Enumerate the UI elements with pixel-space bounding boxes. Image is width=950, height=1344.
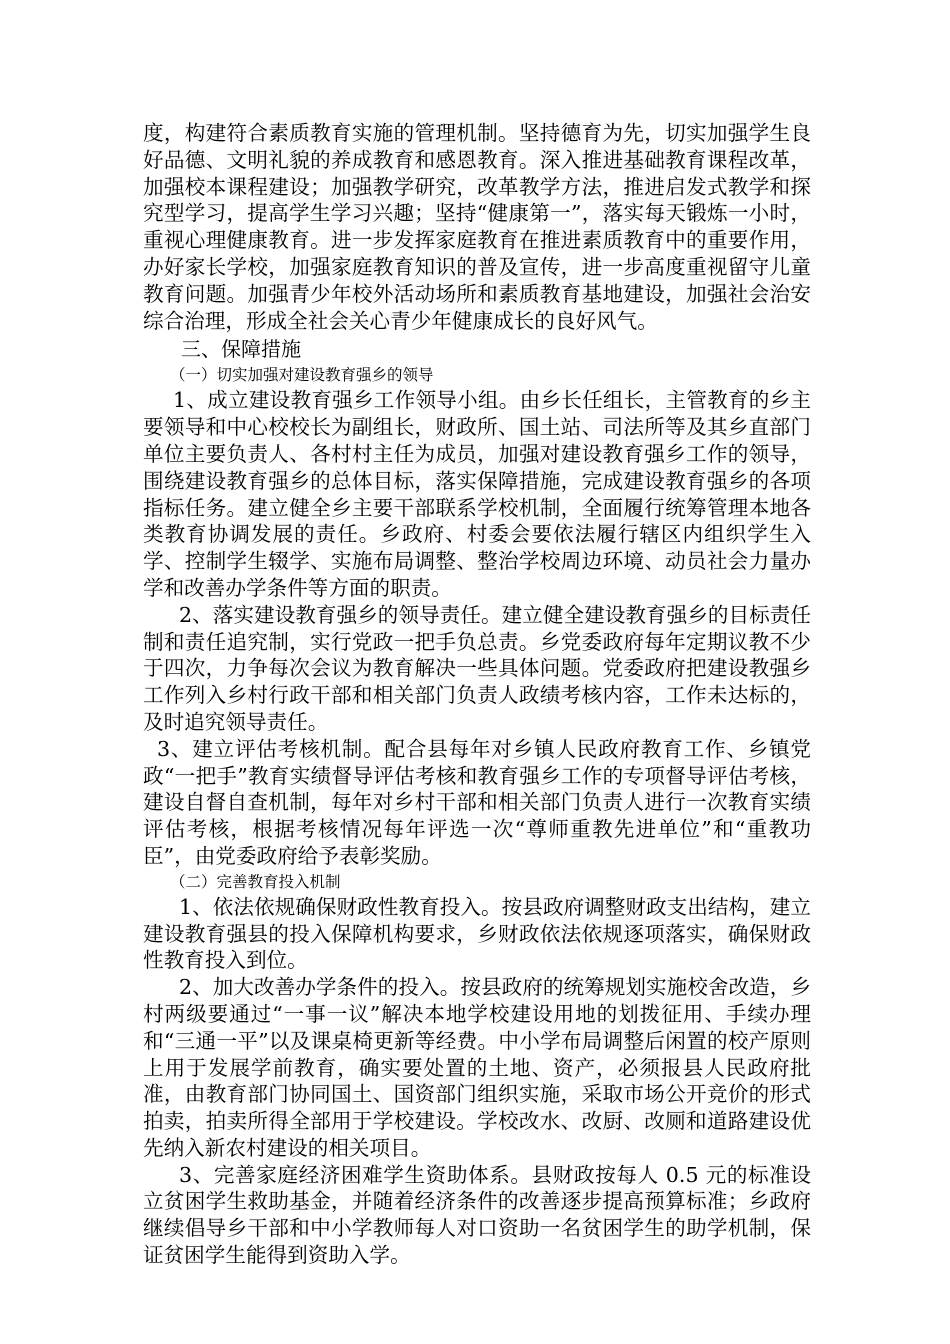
section-heading-3: 三、保障措施: [181, 337, 301, 362]
paragraph-intro: 度，构建符合素质教育实施的管理机制。坚持德育为先，切实加强学生良好品德、文明礼貌的养成教育和感恩教育。深入推进基础教育课程改革，加强校本课程建设；加强教学研究，改革教学方法，推进启发式教学和探究型学习，提高学生学习兴趣；坚持“健康第一”，落实每天锻炼一小时，重视心理健康教育。进一步发挥家庭教育在推进素质教育中的重要作用，办好家长学校，加强家庭教育知识的普及宣传，进一步高度重视留守儿童教育问题。加强青少年校外活动场所和素质教育基地建设，加强社会治安综合治理，形成全社会关心青少年健康成长的良好风气。: [143, 121, 811, 333]
subsection-heading-1: （一）切实加强对建设教育强乡的领导: [170, 366, 434, 385]
paragraph-1-3: 3、建立评估考核机制。配合县每年对乡镇人民政府教育工作、乡镇党政“一把手”教育实绩督导评估考核和教育强乡工作的专项督导评估考核，建设自督自查机制，每年对乡村干部和相关部门负责人进行一次教育实绩评估考核，根据考核情况每年评选一次“尊师重教先进单位”和“重教功臣”，由党委政府给予表彰奖励。: [143, 736, 811, 868]
paragraph-1-2: 2、落实建设教育强乡的领导责任。建立健全建设教育强乡的目标责任制和责任追究制，实行党政一把手负总责。乡党委政府每年定期议教不少于四次，力争每次会议为教育解决一些具体问题。党委政府把建设教强乡工作列入乡村行政干部和相关部门负责人政绩考核内容，工作未达标的，及时追究领导责任。: [143, 602, 811, 734]
paragraph-1-1: 1、成立建设教育强乡工作领导小组。由乡长任组长，主管教育的乡主要领导和中心校校长为副组长，财政所、国土站、司法所等及其乡直部门单位主要负责人、各村村主任为成员，加强对建设教育强乡工作的领导，围绕建设教育强乡的总体目标，落实保障措施，完成建设教育强乡的各项指标任务。建立健全乡主要干部联系学校机制，全面履行统筹管理本地各类教育协调发展的责任。乡政府、村委会要依法履行辖区内组织学生入学、控制学生辍学、实施布局调整、整治学校周边环境、动员社会力量办学和改善办学条件等方面的职责。: [143, 388, 811, 600]
paragraph-2-1: 1、依法依规确保财政性教育投入。按县政府调整财政支出结构，建立建设教育强县的投入保障机构要求，乡财政依法依规逐项落实，确保财政性教育投入到位。: [143, 894, 811, 973]
paragraph-2-2: 2、加大改善办学条件的投入。按县政府的统筹规划实施校舍改造，乡村两级要通过“一事一议”解决本地学校建设用地的划拨征用、手续办理和“三通一平”以及课桌椅更新等经费。中小学布局调整后闲置的校产原则上用于发展学前教育，确实要处置的土地、资产，必须报县人民政府批准，由教育部门协同国土、国资部门组织实施，采取市场公开竞价的形式拍卖，拍卖所得全部用于学校建设。学校改水、改厨、改厕和道路建设优先纳入新农村建设的相关项目。: [143, 975, 811, 1160]
document-body: [143, 120, 811, 1269]
paragraph-2-3: 3、完善家庭经济困难学生资助体系。县财政按每人 0.5 元的标准设立贫困学生救助基金，并随着经济条件的改善逐步提高预算标准；乡政府继续倡导乡干部和中小学教师每人对口资助一名贫困学生的助学机制，保证贫困学生能得到资助入学。: [143, 1162, 811, 1268]
subsection-heading-2: （二）完善教育投入机制: [170, 872, 341, 891]
